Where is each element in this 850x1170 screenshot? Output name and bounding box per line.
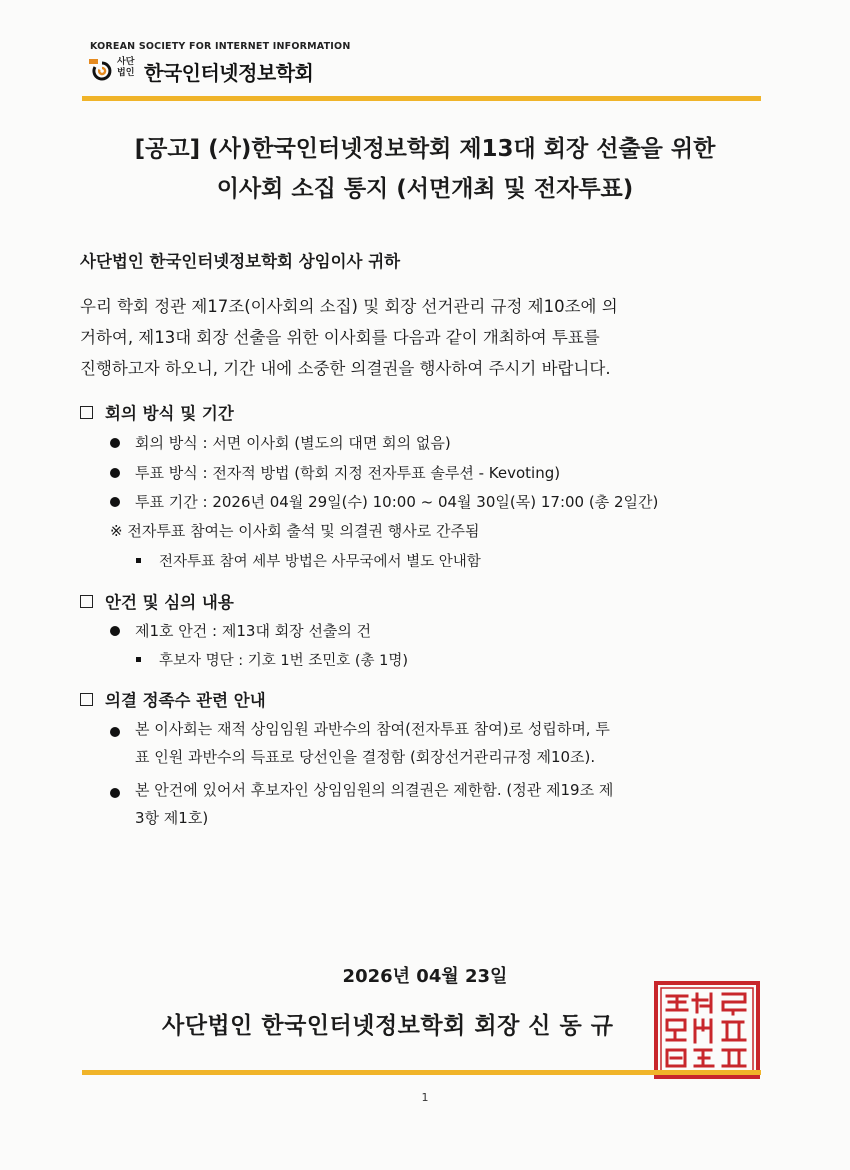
header-divider: [82, 96, 761, 101]
org-english-name: KOREAN SOCIETY FOR INTERNET INFORMATION: [90, 41, 351, 52]
checkbox-square-icon: [80, 406, 93, 419]
list-item-line: 본 안건에 있어서 후보자인 상임임원의 의결권은 제한함. (정관 제19조 제: [135, 781, 614, 799]
sub-list-item: [136, 649, 408, 670]
list-item: [110, 432, 451, 453]
intro-paragraph: [80, 291, 762, 384]
section-heading-text: 안건 및 심의 내용: [105, 593, 234, 612]
org-small-line1: 사단: [117, 57, 135, 67]
bullet-dot-icon: [110, 438, 120, 448]
seal-stamp-icon: [653, 980, 761, 1080]
list-item-line: 본 이사회는 재적 상임임원 과반수의 참여(전자투표 참여)로 성립하며, 투: [135, 720, 610, 738]
intro-line: 진행하고자 하오니, 기간 내에 소중한 의결권을 행사하여 주시기 바랍니다.: [80, 359, 611, 378]
square-bullet-icon: [136, 657, 141, 662]
section-heading-meeting: [80, 400, 234, 424]
sub-list-item-text: 후보자 명단 : 기호 1번 조민호 (총 1명): [159, 653, 409, 669]
logo-mark-icon: [89, 57, 115, 83]
notice-date: 2026년 04월 23일: [342, 966, 508, 987]
org-korean-name: 한국인터넷정보학회: [144, 61, 314, 85]
notice-title-line1: [공고] (사)한국인터넷정보학회 제13대 회장 선출을 위한: [134, 136, 716, 162]
footer-divider: [82, 1070, 761, 1075]
intro-line: 거하여, 제13대 회장 선출을 위한 이사회를 다음과 같이 개최하여 투표를: [80, 328, 600, 347]
bullet-dot-icon: [110, 468, 120, 478]
list-item-text: [135, 715, 610, 771]
list-item: [110, 782, 613, 832]
list-item-text: [135, 776, 613, 832]
bullet-dot-icon: [110, 788, 120, 798]
section-heading-text: 회의 방식 및 기간: [105, 404, 234, 423]
org-legal-type: [117, 57, 134, 79]
list-item: [110, 462, 560, 483]
list-item: [110, 721, 610, 771]
org-small-line2: 법인: [117, 68, 135, 78]
bullet-dot-icon: [110, 497, 120, 507]
checkbox-square-icon: [80, 595, 93, 608]
list-item-text: 투표 기간 : 2026년 04월 29일(수) 10:00 ~ 04월 30일(목) 17:00 (총 2일간): [135, 493, 659, 511]
bullet-dot-icon: [110, 626, 120, 636]
signature-line: 사단법인 한국인터넷정보학회 회장 신 동 규: [162, 1013, 614, 1039]
list-item-text: 투표 방식 : 전자적 방법 (학회 지정 전자투표 솔루션 - Kevoting): [135, 464, 561, 482]
checkbox-square-icon: [80, 693, 93, 706]
section-heading-agenda: [80, 589, 234, 613]
intro-line: 우리 학회 정관 제17조(이사회의 소집) 및 회장 선거관리 규정 제10조에 의: [80, 297, 618, 316]
voting-note: ※ 전자투표 참여는 이사회 출석 및 의결권 행사로 간주됨: [110, 522, 480, 540]
notice-title-line2: 이사회 소집 통지 (서면개최 및 전자투표): [216, 176, 634, 202]
sub-list-item: [136, 550, 481, 571]
bullet-dot-icon: [110, 727, 120, 737]
square-bullet-icon: [136, 558, 141, 563]
list-item-line: 표 인원 과반수의 득표로 당선인을 결정함 (회장선거관리규정 제10조).: [135, 748, 596, 766]
section-heading-text: 의결 정족수 관련 안내: [105, 691, 266, 710]
list-item-text: 회의 방식 : 서면 이사회 (별도의 대면 회의 없음): [135, 434, 451, 452]
list-item-line: 3항 제1호): [135, 809, 209, 827]
list-item-text: 제1호 안건 : 제13대 회장 선출의 건: [135, 622, 372, 640]
page-number: 1: [421, 1091, 429, 1104]
sub-list-item-text: 전자투표 참여 세부 방법은 사무국에서 별도 안내함: [159, 554, 481, 570]
section-heading-quorum: [80, 687, 266, 711]
list-item: [110, 491, 658, 512]
addressee: 사단법인 한국인터넷정보학회 상임이사 귀하: [80, 252, 401, 271]
list-item: [110, 620, 371, 641]
